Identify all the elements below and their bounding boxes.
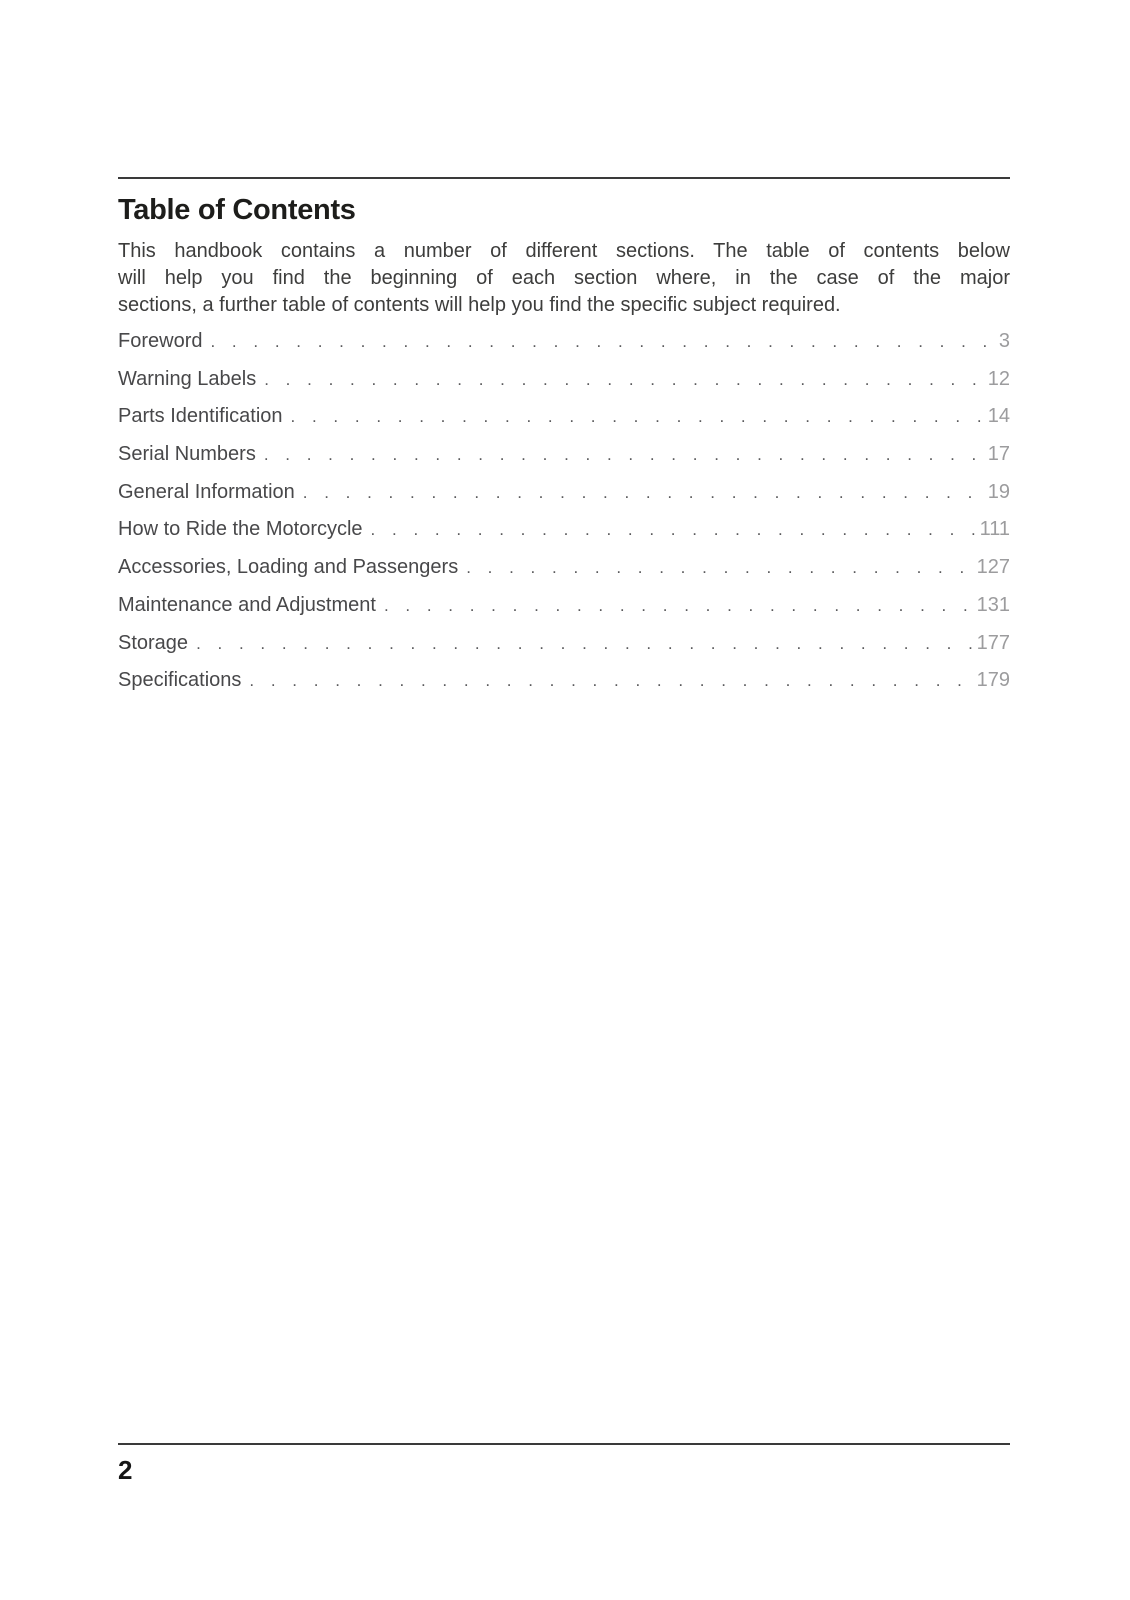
intro-line: will help you find the beginning of each section where, in the case of the major — [118, 267, 1010, 289]
toc-entry-label: Serial Numbers — [118, 443, 256, 466]
top-divider — [118, 177, 1010, 179]
toc-entry-label: How to Ride the Motorcycle — [118, 518, 363, 541]
toc-entry — [118, 361, 1010, 399]
intro-line: This handbook contains a number of different sections. The table of contents below — [118, 240, 1010, 262]
footer-page-number: 2 — [118, 1455, 133, 1485]
toc-entry-label: Maintenance and Adjustment — [118, 593, 376, 616]
toc-entry-label: Specifications — [118, 669, 242, 692]
toc-entry-label: Storage — [118, 631, 189, 654]
toc-dot-leader — [466, 549, 971, 587]
toc-dot-leader — [264, 436, 983, 474]
toc-dot-leader — [371, 511, 975, 549]
toc-entry-label: Foreword — [118, 330, 203, 352]
toc-entry — [118, 323, 1010, 361]
toc-entry-page: 14 — [987, 405, 1010, 428]
page-title: Table of Contents — [118, 194, 356, 226]
toc-dot-leader — [196, 625, 972, 663]
toc-entry-page: 127 — [976, 556, 1010, 579]
toc-entry-page: 111 — [979, 518, 1010, 541]
toc-entry — [118, 549, 1010, 587]
toc-dot-leader — [291, 398, 983, 436]
toc-entry-page: 131 — [976, 593, 1010, 616]
table-of-contents-list — [118, 323, 1010, 700]
toc-dot-leader — [249, 662, 971, 700]
toc-entry-label: Parts Identification — [118, 405, 283, 428]
toc-dot-leader — [264, 361, 983, 399]
toc-entry-page: 17 — [987, 443, 1010, 466]
toc-entry — [118, 398, 1010, 436]
toc-entry — [118, 511, 1010, 549]
intro-paragraph — [118, 238, 1010, 319]
toc-dot-leader — [303, 474, 983, 512]
toc-entry — [118, 474, 1010, 512]
bottom-divider — [118, 1443, 1010, 1445]
intro-line: sections, a further table of contents will help you find the specific subject required. — [118, 294, 841, 316]
toc-entry — [118, 587, 1010, 625]
toc-entry-label: Warning Labels — [118, 367, 257, 390]
toc-dot-leader — [210, 323, 993, 361]
toc-entry — [118, 625, 1010, 663]
toc-entry-page: 19 — [987, 480, 1010, 503]
toc-entry-label: Accessories, Loading and Passengers — [118, 556, 459, 579]
toc-entry — [118, 436, 1010, 474]
toc-entry-label: General Information — [118, 480, 295, 503]
toc-entry-page: 12 — [987, 367, 1010, 390]
toc-entry-page: 3 — [998, 330, 1010, 352]
toc-entry-page: 177 — [976, 631, 1010, 654]
toc-dot-leader — [384, 587, 972, 625]
toc-entry-page: 179 — [976, 669, 1010, 692]
toc-entry — [118, 662, 1010, 700]
